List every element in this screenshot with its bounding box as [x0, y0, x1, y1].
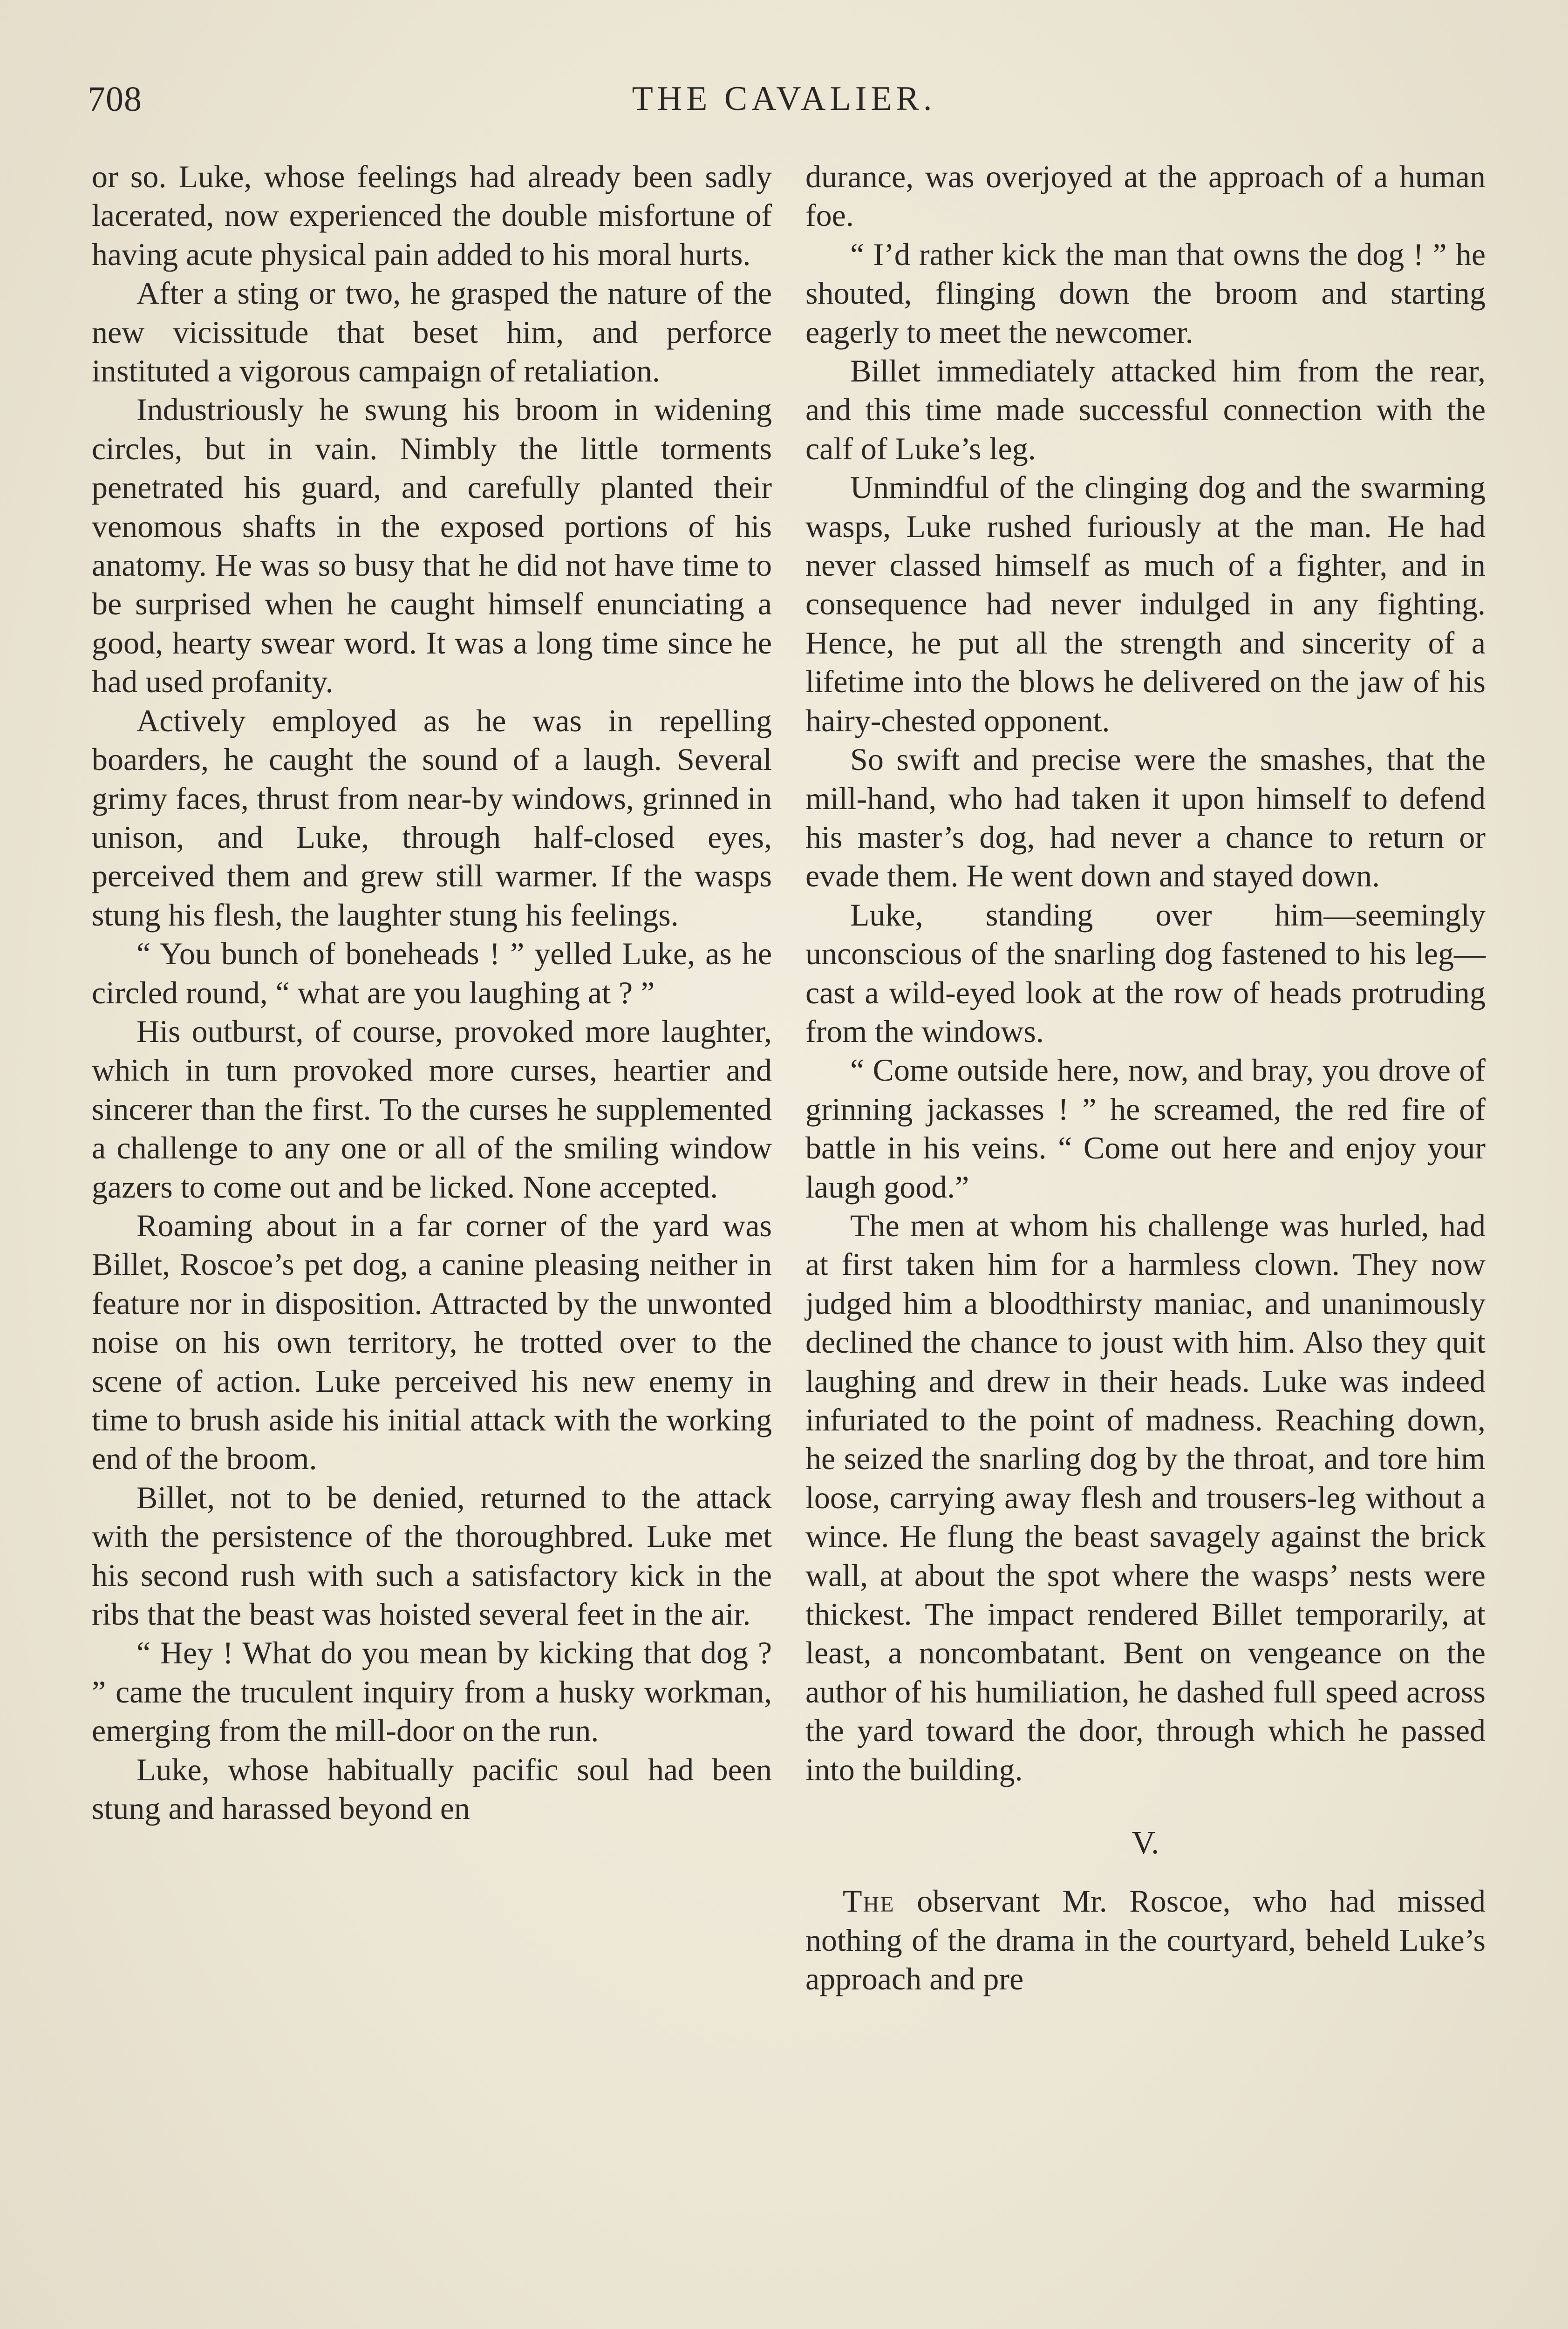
paragraph: After a sting or two, he grasped the nature of the new vicissitude that beset him, and perforce instituted a vigorous campaign of retaliation. [92, 275, 772, 389]
page-number: 708 [88, 80, 142, 119]
paragraph: His outburst, of course, provoked more laughter, which in turn provoked more curses, heartier and sincerer than the first. To the curses he supplemented a challenge to any one or all of the smiling window gazers to come out and be licked. None accepted. [92, 1013, 772, 1205]
paragraph: “ I’d rather kick the man that owns the dog ! ” he shouted, flinging down the broom and starting eagerly to meet the newcomer. [805, 236, 1486, 350]
running-title: THE CAVALIER. [632, 80, 936, 118]
small-caps-lead-word: The [843, 1883, 895, 1919]
paragraph: Actively employed as he was in repelling boarders, he caught the sound of a laugh. Several grimy faces, thrust from near-by windows, grinned in unison, and Luke, through half-closed eyes, perceived them and grew still warmer. If the wasps stung his flesh, the laughter stung his feelings. [92, 702, 772, 933]
left-column [92, 157, 772, 1828]
paragraph: Billet, not to be denied, returned to the attack with the persistence of the thoroughbred. Luke met his second rush with such a satisfactory kick in the ribs that the beast was hoisted several feet in the air. [92, 1479, 772, 1632]
paragraph: Industriously he swung his broom in widening circles, but in vain. Nimbly the little torments penetrated his guard, and carefully planted their venomous shafts in the exposed portions of his anatomy. He was so busy that he did not have time to be surprised when he caught himself enunciating a good, hearty swear word. It was a long time since he had used profanity. [92, 392, 772, 700]
right-column [805, 157, 1486, 1999]
page-header [88, 79, 1480, 130]
section-heading: V. [1132, 1825, 1159, 1861]
paragraph: So swift and precise were the smashes, that the mill-hand, who had taken it upon himself to defend his master’s dog, had never a chance to return or evade them. He went down and stayed down. [805, 742, 1486, 894]
paragraph: The men at whom his challenge was hurled, had at first taken him for a harmless clown. They now judged him a bloodthirsty maniac, and unanimously declined the chance to joust with him. Also they quit laughing and drew in their heads. Luke was indeed infuriated to the point of madness. Reaching down, he seized the snarling dog by the throat, and tore him loose, carrying away flesh and trousers-leg without a wince. He flung the beast savagely against the brick wall, at about the spot where the wasps’ nests were thickest. The impact rendered Billet temporarily, at least, a noncombatant. Bent on vengeance on the author of his humiliation, he dashed full speed across the yard toward the door, through which he passed into the building. [805, 1207, 1486, 1787]
section-opening-paragraph [805, 1882, 1486, 1998]
paragraph: Unmindful of the clinging dog and the swarming wasps, Luke rushed furiously at the man. He had never classed himself as much of a fighter, and in consequence had never indulged in any fighting. Hence, he put all the strength and sincerity of a lifetime into the blows he delivered on the jaw of his hairy-chested opponent. [805, 470, 1486, 738]
section-opening-text: observant Mr. Roscoe, who had missed nothing of the drama in the courtyard, beheld Luke’s approach and pre [805, 1883, 1486, 1997]
paragraph: “ Hey ! What do you mean by kicking that dog ? ” came the truculent inquiry from a husky workman, emerging from the mill-door on the run. [92, 1635, 772, 1749]
paragraph: “ You bunch of boneheads ! ” yelled Luke, as he circled round, “ what are you laughing at ? ” [92, 936, 772, 1010]
paragraph: Luke, whose habitually pacific soul had been stung and harassed beyond en [92, 1751, 772, 1826]
paragraph: Luke, standing over him—seemingly unconscious of the snarling dog fastened to his leg—cast a wild-eyed look at the row of heads protruding from the windows. [805, 897, 1486, 1049]
paragraph: Roaming about in a far corner of the yard was Billet, Roscoe’s pet dog, a canine pleasing neither in feature nor in disposition. Attracted by the unwonted noise on his own territory, he trotted over to the scene of action. Luke perceived his new enemy in time to brush aside his initial attack with the working end of the broom. [92, 1207, 772, 1477]
paragraph: Billet immediately attacked him from the rear, and this time made successful connection with the calf of Luke’s leg. [805, 353, 1486, 466]
paragraph: or so. Luke, whose feelings had already been sadly lacerated, now experienced the double misfortune of having acute physical pain added to his moral hurts. [92, 159, 772, 272]
paragraph: durance, was overjoyed at the approach of a human foe. [805, 159, 1486, 233]
paragraph: “ Come outside here, now, and bray, you drove of grinning jackasses ! ” he screamed, the red fire of battle in his veins. “ Come out here and enjoy your laugh good.” [805, 1052, 1486, 1205]
